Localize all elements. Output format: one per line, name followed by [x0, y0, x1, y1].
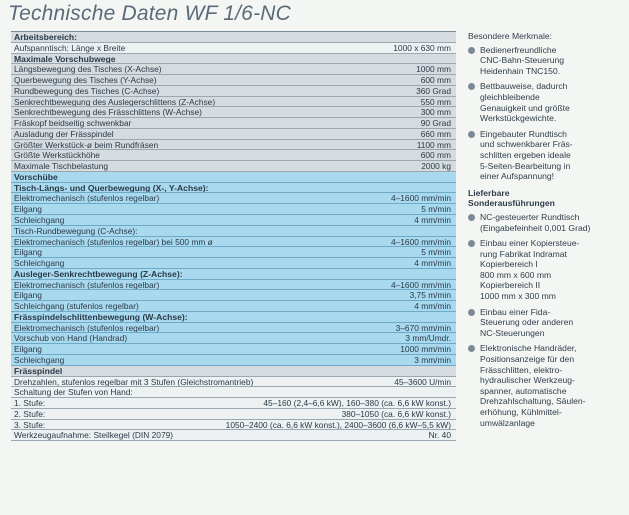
option-item-text: Einbau einer Fida- Steuerung oder anderen NC-Steuerungen	[480, 306, 574, 338]
spec-row	[11, 43, 456, 54]
spec-value: 90 Grad	[420, 118, 451, 129]
spec-row	[11, 344, 456, 355]
spec-value: 1100 mm	[416, 139, 451, 150]
spec-row	[11, 75, 456, 86]
feature-item	[468, 45, 626, 77]
spec-label: Frässpindelschlittenbewegung (W-Achse):	[14, 311, 188, 322]
spec-value: 550 mm	[420, 96, 451, 107]
spec-row	[11, 215, 456, 226]
spec-value: 2000 kg	[421, 161, 451, 172]
spec-label: Elektromechanisch (stufenlos regelbar)	[14, 279, 160, 290]
spec-value: 1000 mm	[416, 64, 451, 75]
bullet-icon	[468, 131, 475, 138]
spec-label: Schleichgang	[14, 354, 65, 365]
feature-item-text: Bettbauweise, dadurch gleichbleibende Genauigkeit und größte Werkstückgewichte.	[480, 81, 570, 124]
spec-value	[445, 366, 451, 376]
bullet-icon	[468, 345, 475, 352]
option-item	[468, 238, 626, 302]
spec-value: 1050–2400 (ca. 6,6 kW konst.), 2400–3600 (6,6 kW–5,5 kW)	[225, 419, 451, 430]
spec-row	[11, 387, 456, 398]
spec-value: 4–1600 mm/min	[390, 279, 451, 290]
spec-row	[11, 86, 456, 97]
bullet-icon	[468, 214, 475, 221]
spec-value	[445, 183, 451, 193]
spec-row	[11, 237, 456, 248]
spec-value: 4–1600 mm/min	[390, 193, 451, 204]
spec-label: Eilgang	[14, 247, 42, 258]
spec-section-heading	[11, 312, 456, 323]
spec-value: 600 mm	[420, 75, 451, 86]
spec-label: Ausladung der Frässpindel	[14, 128, 114, 139]
option-item	[468, 307, 626, 339]
spec-label: Schleichgang (stufenlos regelbar)	[14, 301, 139, 312]
spec-row	[11, 301, 456, 312]
bullet-icon	[468, 47, 475, 54]
features-heading: Besondere Merkmale:	[468, 31, 553, 41]
spec-row	[11, 140, 456, 151]
spec-row	[11, 64, 456, 75]
spec-label: Senkrechtbewegung des Frässchlittens (W-Achse)	[14, 107, 202, 118]
spec-value: 660 mm	[420, 128, 451, 139]
spec-value: 45–3600 U/min	[394, 376, 451, 387]
spec-label: Vorschübe	[14, 171, 58, 182]
spec-value	[445, 32, 451, 42]
spec-row	[11, 129, 456, 140]
spec-section-heading	[11, 54, 456, 65]
spec-value: Nr. 40	[428, 430, 451, 441]
spec-label: Fräskopf beidseitig schwenkbar	[14, 118, 132, 129]
spec-row	[11, 420, 456, 431]
spec-label: Eilgang	[14, 290, 42, 301]
spec-row	[11, 280, 456, 291]
option-item	[468, 343, 626, 428]
spec-row	[11, 97, 456, 108]
spec-value	[445, 387, 451, 397]
spec-label: Ausleger-Senkrechtbewegung (Z-Achse):	[14, 268, 183, 279]
spec-value: 3 mm/min	[414, 354, 451, 365]
spec-table	[11, 31, 456, 441]
spec-value: 1000 x 630 mm	[393, 42, 451, 53]
bullet-icon	[468, 83, 475, 90]
spec-value: 360 Grad	[416, 85, 451, 96]
spec-value	[445, 172, 451, 182]
spec-row	[11, 290, 456, 301]
spec-label: Schaltung der Stufen von Hand:	[14, 387, 133, 398]
spec-label: Größter Werkstück-ø beim Rundfräsen	[14, 139, 159, 150]
feature-item-text: Eingebauter Rundtisch und schwenkbarer Fräs- schlitten ergeben ideale 5-Seiten-Bearbeitung in einer Aufspannung!	[480, 128, 573, 182]
spec-label: Schleichgang	[14, 258, 65, 269]
spec-row	[11, 161, 456, 172]
spec-row	[11, 430, 456, 441]
spec-row	[11, 247, 456, 258]
spec-label: Vorschub von Hand (Handrad)	[14, 333, 128, 344]
options-heading: Lieferbare Sonderausführungen	[468, 187, 555, 209]
spec-row	[11, 150, 456, 161]
bullet-icon	[468, 309, 475, 316]
spec-label: Längsbewegung des Tisches (X-Achse)	[14, 64, 162, 75]
spec-value: 380–1050 (ca. 6,6 kW konst.)	[341, 408, 451, 419]
spec-label: Maximale Tischbelastung	[14, 161, 109, 172]
spec-label: Schleichgang	[14, 215, 65, 226]
feature-item-text: Bedienerfreundliche CNC-Bahn-Steuerung Heidenhain TNC150.	[480, 44, 565, 76]
spec-value: 45–160 (2,4–6,6 kW), 160–380 (ca. 6,6 kW konst.)	[263, 398, 451, 409]
spec-label: Elektromechanisch (stufenlos regelbar)	[14, 193, 160, 204]
spec-label: Eilgang	[14, 204, 42, 215]
spec-label: 3. Stufe:	[14, 419, 46, 430]
options-list	[468, 212, 626, 428]
spec-label: Senkrechtbewegung des Auslegerschlittens (Z-Achse)	[14, 96, 216, 107]
spec-row	[11, 204, 456, 215]
spec-label: Arbeitsbereich:	[14, 32, 78, 42]
spec-row	[11, 333, 456, 344]
spec-label: Tisch-Rundbewegung (C-Achse):	[14, 225, 138, 236]
spec-value: 1000 mm/min	[400, 344, 451, 355]
spec-section-heading	[11, 366, 456, 377]
spec-label: Elektromechanisch (stufenlos regelbar) bei 500 mm ø	[14, 236, 213, 247]
bullet-icon	[468, 240, 475, 247]
spec-label: Maximale Vorschubwege	[14, 53, 116, 64]
spec-value: 4 mm/min	[414, 258, 451, 269]
spec-label: 1. Stufe:	[14, 398, 46, 409]
spec-value: 4 mm/min	[414, 301, 451, 312]
spec-row	[11, 258, 456, 269]
spec-value: 5 m/min	[421, 247, 451, 258]
spec-value	[445, 54, 451, 64]
spec-value: 300 mm	[420, 107, 451, 118]
spec-label: 2. Stufe:	[14, 408, 46, 419]
features-column	[468, 31, 626, 433]
spec-label: Eilgang	[14, 344, 42, 355]
spec-row	[11, 323, 456, 334]
spec-value: 3,75 m/min	[409, 290, 451, 301]
spec-row	[11, 409, 456, 420]
spec-label: Aufspanntisch: Länge x Breite	[14, 42, 126, 53]
spec-value: 5 m/min	[421, 204, 451, 215]
feature-item	[468, 81, 626, 123]
spec-value: 3 mm/Umdr.	[405, 333, 451, 344]
features-list	[468, 45, 626, 182]
spec-value	[445, 269, 451, 279]
spec-label: Drehzahlen, stufenlos regelbar mit 3 Stufen (Gleichstromantrieb)	[14, 376, 254, 387]
spec-row	[11, 355, 456, 366]
option-item-text: NC-gesteuerter Rundtisch (Eingabefeinheit 0,001 Grad)	[480, 211, 591, 233]
spec-label: Frässpindel	[14, 365, 63, 376]
spec-row	[11, 107, 456, 118]
spec-label: Elektromechanisch (stufenlos regelbar)	[14, 322, 160, 333]
spec-value	[445, 226, 451, 236]
spec-section-heading	[11, 269, 456, 280]
spec-row	[11, 398, 456, 409]
spec-label: Werkzeugaufnahme: Steilkegel (DIN 2079)	[14, 430, 174, 441]
spec-value: 3–670 mm/min	[395, 322, 451, 333]
spec-value	[445, 312, 451, 322]
option-item	[468, 212, 626, 233]
spec-section-heading	[11, 183, 456, 194]
page-title: Technische Daten WF 1/6-NC	[8, 2, 291, 25]
spec-value: 4 mm/min	[414, 215, 451, 226]
spec-label: Rundbewegung des Tisches (C-Achse)	[14, 85, 160, 96]
spec-label: Tisch-Längs- und Querbewegung (X-, Y-Achse):	[14, 182, 209, 193]
spec-label: Querbewegung des Tisches (Y-Achse)	[14, 75, 157, 86]
spec-row	[11, 193, 456, 204]
spec-row	[11, 226, 456, 237]
spec-label: Größte Werkstückhöhe	[14, 150, 100, 161]
spec-row	[11, 118, 456, 129]
spec-row	[11, 377, 456, 388]
feature-item	[468, 129, 626, 182]
spec-section-heading	[11, 172, 456, 183]
spec-section-heading	[11, 32, 456, 43]
spec-value: 600 mm	[420, 150, 451, 161]
spec-value: 4–1600 mm/min	[390, 236, 451, 247]
option-item-text: Elektronische Handräder, Positionsanzeige für den Frässchlitten, elektro- hydraulischer Werkzeug- spanner, automatische Drehzahlschaltung, Säulen- erhöhung, Kühlmittel- umwälzanlage	[480, 343, 586, 428]
option-item-text: Einbau einer Kopiersteue- rung Fabrikat Indramat Kopierbereich I 800 mm x 600 mm Kopierbereich II 1000 mm x 300 mm	[480, 238, 580, 302]
